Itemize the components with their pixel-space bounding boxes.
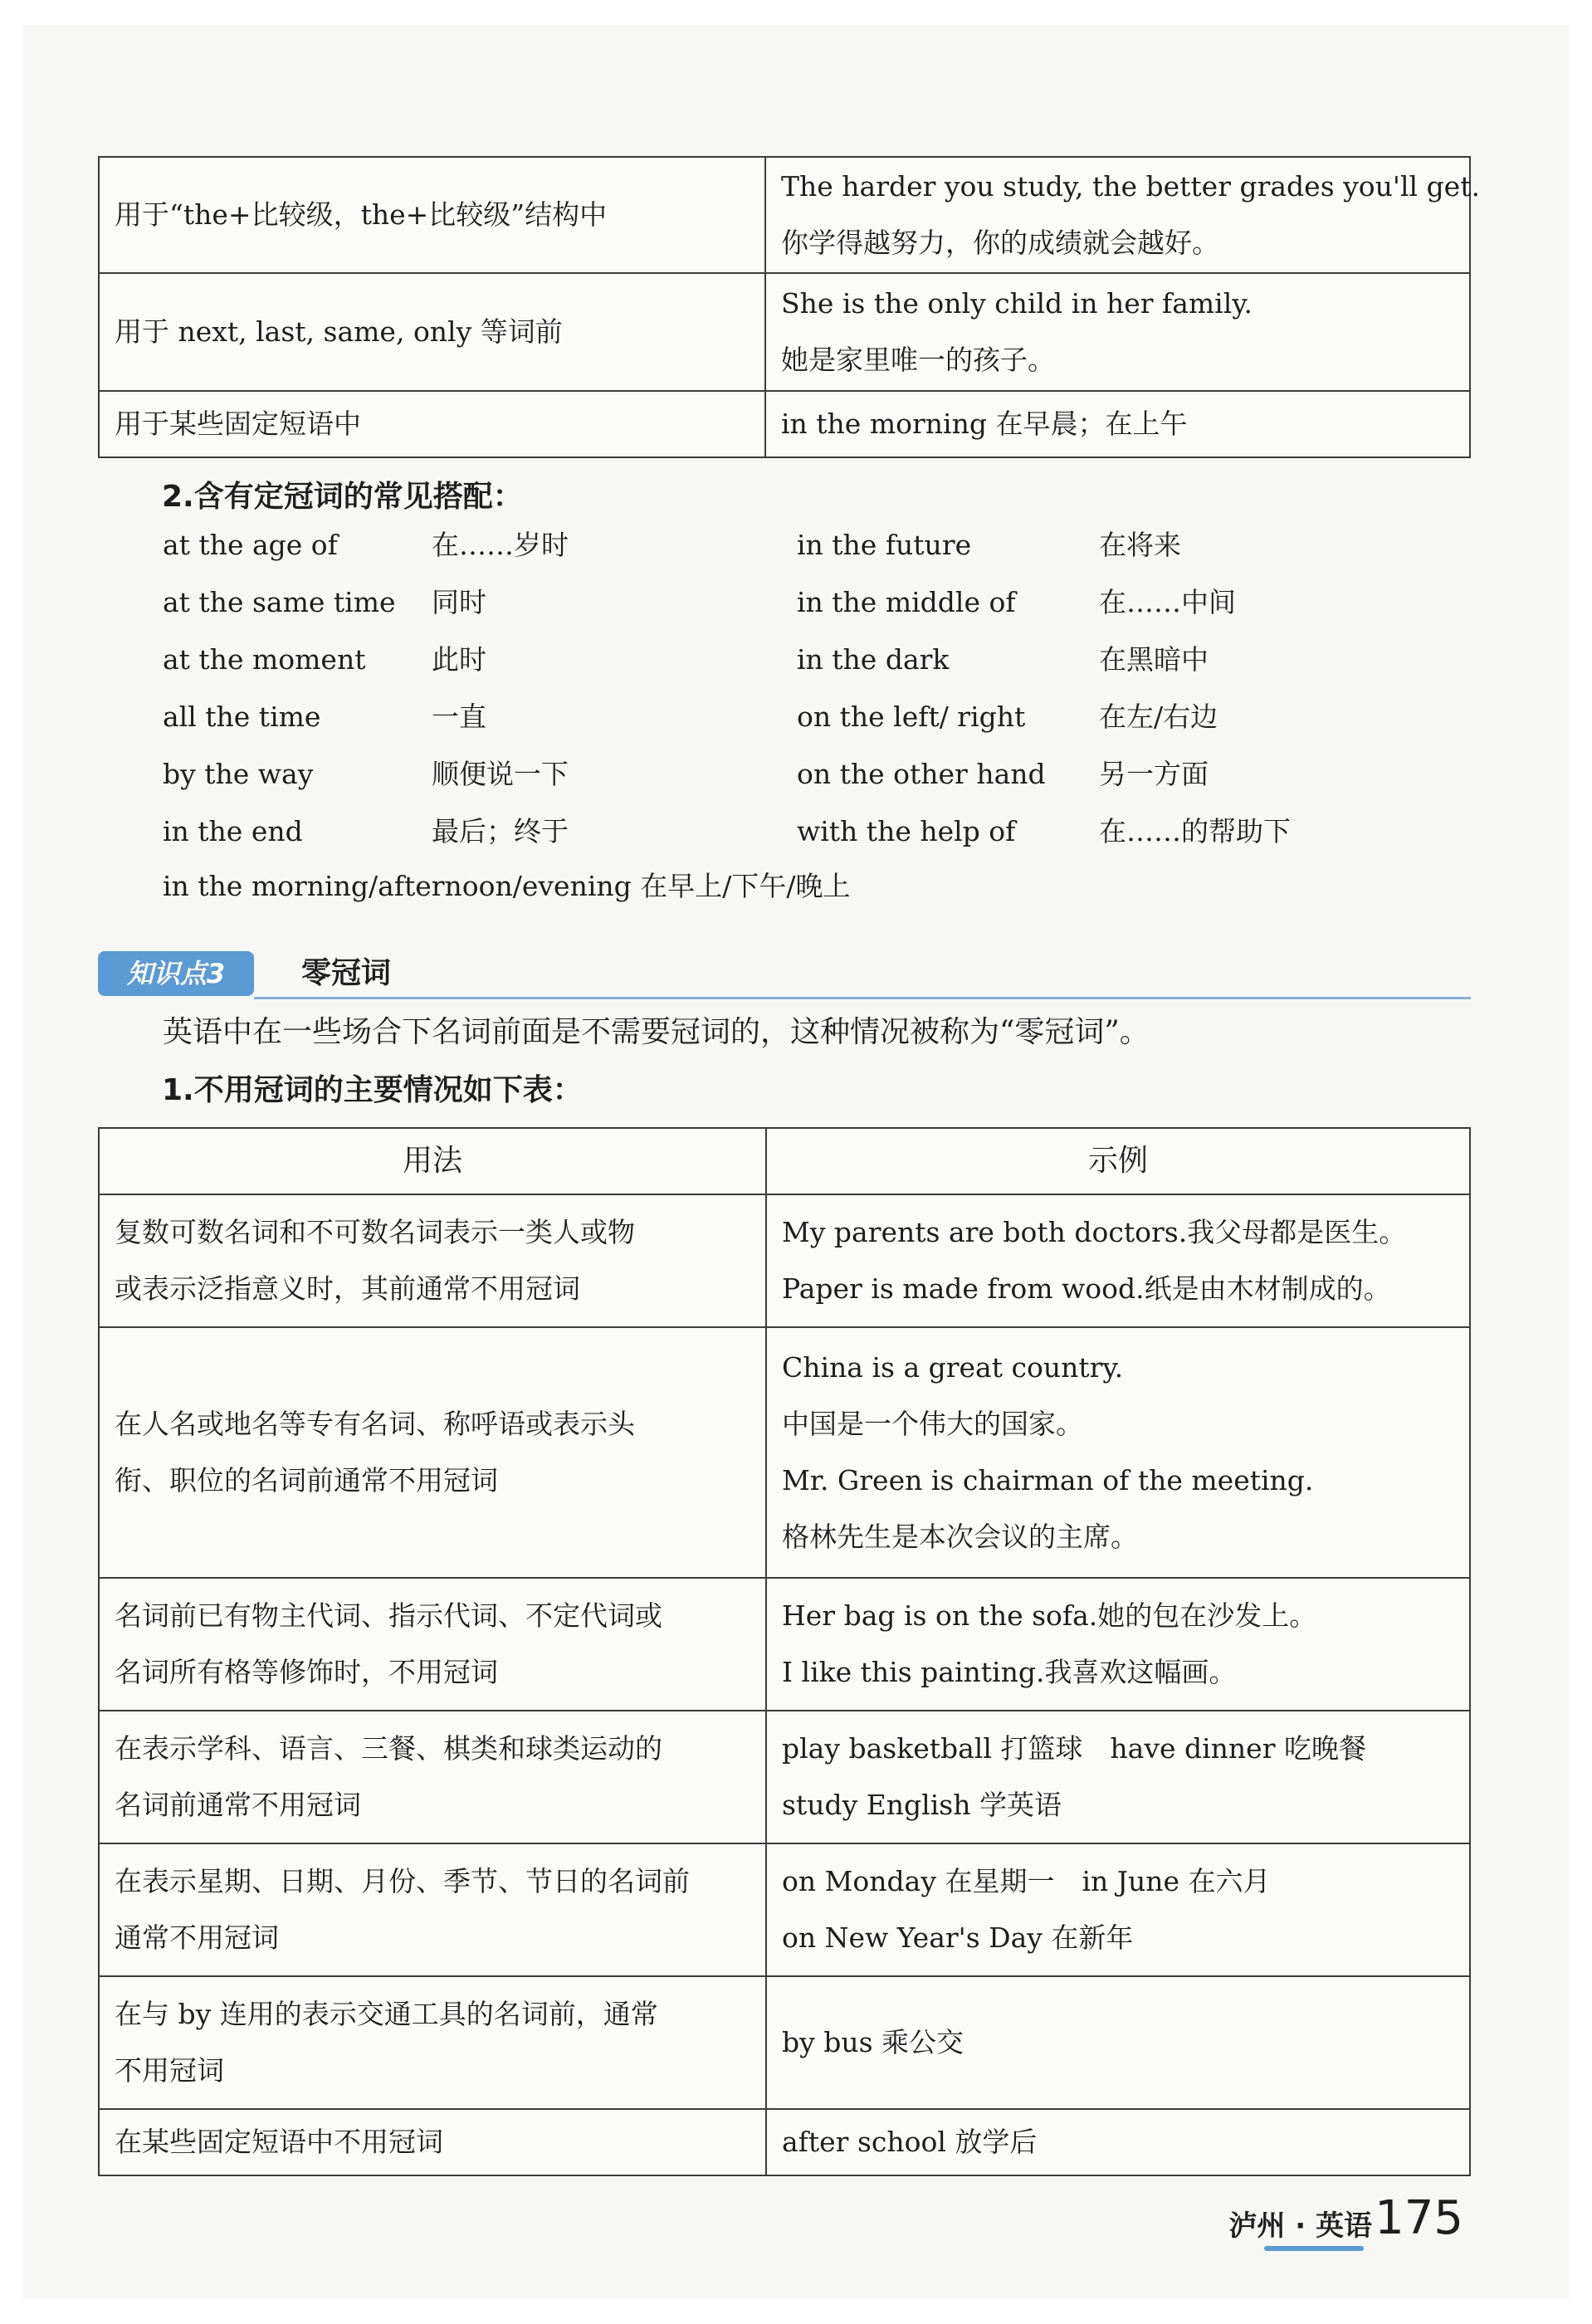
list-item [163, 803, 1408, 860]
table-row [99, 1976, 1470, 2109]
example-cell: Her bag is on the sofa.她的包在沙发上。 I like this painting.我喜欢这幅画。 [766, 1578, 1470, 1711]
book-label: 泸州 · 英语 [1228, 2209, 1372, 2243]
list-item [163, 574, 1408, 631]
meaning: 同时 [432, 586, 486, 618]
column-header-usage: 用法 [99, 1128, 766, 1194]
phrase: by the way [163, 758, 314, 790]
phrase: in the dark [797, 643, 950, 676]
phrase: all the time [163, 701, 321, 733]
page-number: 175 [1375, 2191, 1463, 2245]
section-title: 零冠词 [301, 956, 392, 990]
list-item [163, 745, 1408, 803]
meaning: 在……的帮助下 [1099, 815, 1291, 847]
collocations-title: 2.含有定冠词的常见搭配： [162, 480, 523, 514]
section-divider [254, 997, 1471, 999]
phrase: on the other hand [797, 758, 1046, 790]
footer-accent-bar [1264, 2246, 1364, 2251]
meaning: 在将来 [1099, 529, 1181, 561]
collocations-list [163, 516, 1408, 860]
table-row [99, 273, 1470, 391]
header-row [99, 1128, 1470, 1194]
table-row [99, 1578, 1470, 1711]
example-cell: on Monday 在星期一 in June 在六月 on New Year's Day 在新年 [766, 1843, 1470, 1976]
phrase: at the same time [163, 586, 396, 618]
meaning: 一直 [432, 701, 486, 733]
table-row [99, 157, 1470, 273]
example-cell: The harder you study, the better grades you'll get. 你学得越努力，你的成绩就会越好。 [765, 157, 1470, 273]
example-cell: by bus 乘公交 [766, 1976, 1470, 2109]
example-cell: in the morning 在早晨；在上午 [765, 391, 1470, 457]
knowledge-point-header [98, 948, 1471, 999]
table-row [99, 2109, 1470, 2175]
meaning: 顺便说一下 [432, 758, 569, 790]
meaning: 在……岁时 [432, 529, 569, 561]
meaning: 在……中间 [1099, 586, 1236, 618]
table-row [99, 1843, 1470, 1976]
list-item [163, 631, 1408, 688]
phrase: with the help of [797, 815, 1016, 847]
knowledge-point-badge: 知识点3 [98, 951, 254, 996]
phrase: on the left/ right [797, 701, 1026, 733]
list-item [163, 688, 1408, 745]
usage-cell: 在某些固定短语中不用冠词 [99, 2109, 766, 2175]
usage-cell: 用于“the+比较级，the+比较级”结构中 [99, 157, 765, 273]
phrase: at the moment [163, 643, 366, 676]
meaning: 在左/右边 [1099, 701, 1218, 733]
phrase: in the future [797, 529, 972, 561]
table-row [99, 1711, 1470, 1843]
table2-body [99, 1194, 1470, 2175]
example-cell: She is the only child in her family. 她是家里唯一的孩子。 [765, 273, 1470, 391]
usage-cell: 用于某些固定短语中 [99, 391, 765, 457]
usage-cell: 名词前已有物主代词、指示代词、不定代词或 名词所有格等修饰时，不用冠词 [99, 1578, 766, 1711]
usage-cell: 在与 by 连用的表示交通工具的名词前，通常 不用冠词 [99, 1976, 766, 2109]
meaning: 此时 [432, 643, 486, 676]
example-cell: My parents are both doctors.我父母都是医生。 Paper is made from wood.纸是由木材制成的。 [766, 1194, 1470, 1327]
table-title: 1.不用冠词的主要情况如下表： [162, 1073, 583, 1107]
usage-cell: 用于 next, last, same, only 等词前 [99, 273, 765, 391]
phrase: in the middle of [797, 586, 1016, 618]
meaning: 另一方面 [1099, 758, 1209, 790]
usage-table-definite-article [98, 156, 1480, 458]
phrase: at the age of [163, 529, 338, 561]
table-row [99, 1194, 1470, 1327]
example-cell: China is a great country. 中国是一个伟大的国家。 Mr. Green is chairman of the meeting. 格林先生是本次会议的主席。 [766, 1327, 1470, 1578]
list-item [163, 516, 1408, 574]
usage-table-zero-article [98, 1127, 1471, 2176]
meaning: 最后；终于 [432, 815, 569, 847]
usage-cell: 在表示星期、日期、月份、季节、节日的名词前 通常不用冠词 [99, 1843, 766, 1976]
column-header-example: 示例 [766, 1128, 1470, 1194]
collocation-last-line: in the morning/afternoon/evening 在早上/下午/晚上 [163, 870, 851, 902]
section-intro: 英语中在一些场合下名词前面是不需要冠词的，这种情况被称为“零冠词”。 [163, 1015, 1150, 1049]
usage-cell: 在表示学科、语言、三餐、棋类和球类运动的 名词前通常不用冠词 [99, 1711, 766, 1843]
example-cell: play basketball 打篮球 have dinner 吃晚餐 study English 学英语 [766, 1711, 1470, 1843]
table1-body [99, 157, 1480, 457]
meaning: 在黑暗中 [1099, 643, 1209, 676]
phrase: in the end [163, 815, 303, 847]
example-cell: after school 放学后 [766, 2109, 1470, 2175]
table-row [99, 1327, 1470, 1578]
usage-cell: 复数可数名词和不可数名词表示一类人或物 或表示泛指意义时，其前通常不用冠词 [99, 1194, 766, 1327]
table-header [99, 1128, 1470, 1194]
table-row [99, 391, 1470, 457]
usage-cell: 在人名或地名等专有名词、称呼语或表示头 衔、职位的名词前通常不用冠词 [99, 1327, 766, 1578]
